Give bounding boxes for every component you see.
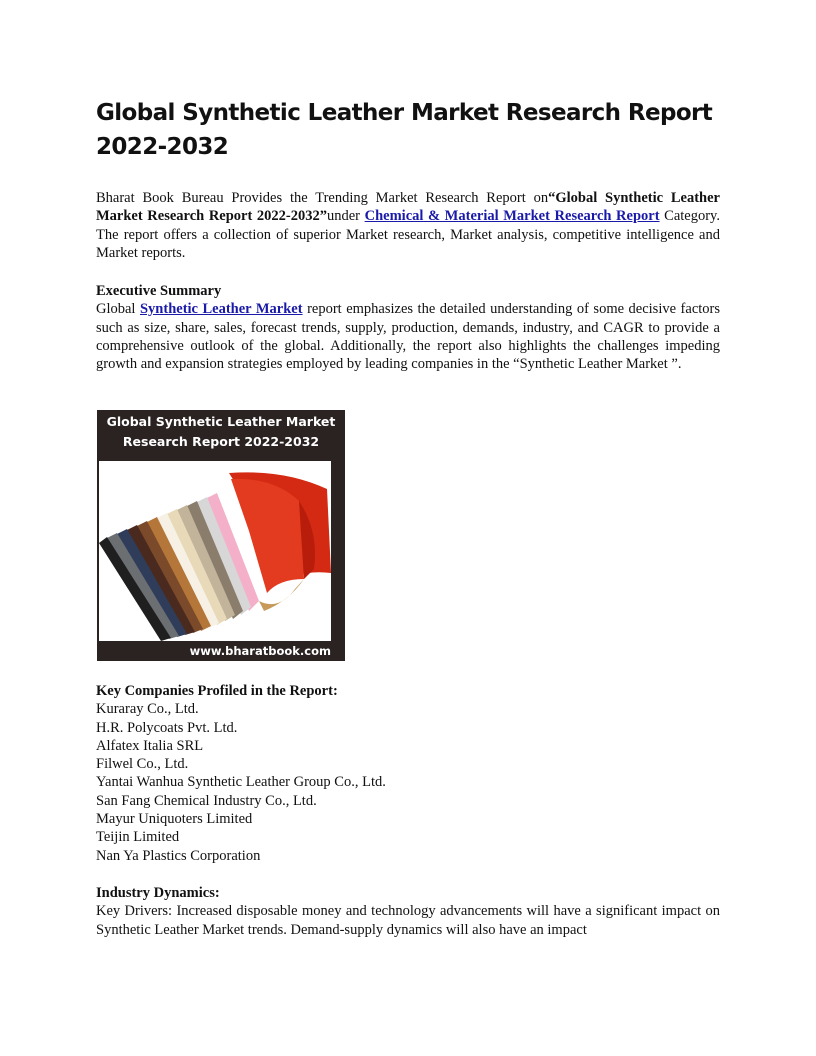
cover-title-line2: Research Report 2022-2032 [122,434,320,449]
leather-swatches-illustration [99,461,331,641]
intro-under: under [326,208,365,225]
intro-paragraph [96,189,720,262]
executive-summary-heading: Executive Summary [96,283,222,299]
cover-title [97,410,345,462]
company-item: Nan Ya Plastics Corporation [96,847,261,864]
report-name: “Global Synthetic Leather Market Research Report 2022-2032” [96,190,720,225]
company-item: Teijin Limited [96,829,180,846]
category-link[interactable]: Chemical & Material Market Research Report [364,208,660,225]
company-item: Yantai Wanhua Synthetic Leather Group Co., Ltd. [96,774,386,791]
company-item: San Fang Chemical Industry Co., Ltd. [96,792,317,809]
intro-text: Bharat Book Bureau Provides the Trending Market Research Report on [96,190,549,206]
cover-title-line1: Global Synthetic Leather Market [106,414,336,429]
executive-summary-pre: Global [96,301,140,318]
company-item: Filwel Co., Ltd. [96,756,189,773]
company-item: Alfatex Italia SRL [96,737,204,754]
key-companies-heading: Key Companies Profiled in the Report: [96,683,338,699]
page-title: Global Synthetic Leather Market Research Report 2022-2032 [96,100,713,160]
company-item: Kuraray Co., Ltd. [96,701,199,718]
market-link[interactable]: Synthetic Leather Market [139,301,303,318]
company-item: Mayur Uniquoters Limited [96,811,253,828]
executive-summary-section [96,282,720,373]
report-cover-image [97,410,345,661]
industry-dynamics-text: Key Drivers: Increased disposable money and technology advancements will have a significant impact on Synthetic Leather Market trends. Demand-supply dynamics will also have an impact [96,903,720,938]
intro-post: Category. The report offers a collection of superior Market research, Market analysis, competitive intelligence and Market reports. [96,208,720,261]
industry-dynamics-heading: Industry Dynamics: [96,885,220,901]
cover-url: www.bharatbook.com [189,644,331,658]
executive-summary-text: report emphasizes the detailed understanding of some decisive factors such as size, share, sales, forecast trends, supply, production, demands, industry, and CAGR to provide a comprehensive outlook of the global. Additionally, the report also highlights the challenges impeding growth and expansion strategies employed by leading companies in the “Synthetic Leather Market ”. [96,301,721,373]
company-item: H.R. Polycoats Pvt. Ltd. [96,719,238,736]
key-companies-section [96,682,720,865]
industry-dynamics-section [96,884,720,939]
